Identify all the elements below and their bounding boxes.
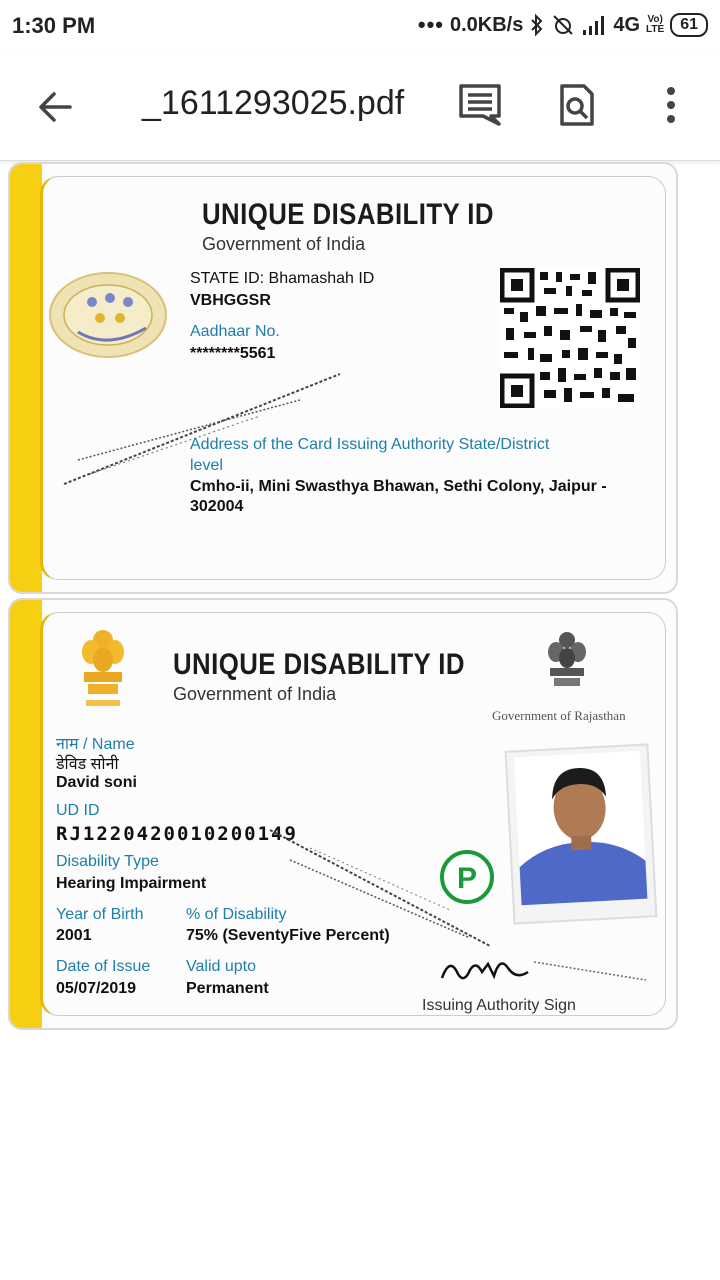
network-type: 4G	[613, 13, 641, 36]
issuing-authority-sign-label: Issuing Authority Sign	[422, 997, 576, 1014]
date-of-issue-value: 05/07/2019	[56, 980, 137, 997]
year-of-birth-label: Year of Birth	[56, 906, 144, 923]
disability-type-label: Disability Type	[56, 853, 159, 870]
card-stripe	[10, 600, 42, 1028]
card-subtitle: Government of India	[202, 234, 366, 254]
card-subtitle: Government of India	[173, 684, 337, 704]
state-id-value: VBHGGSR	[190, 292, 271, 309]
status-bar	[0, 0, 720, 52]
authority-signature	[436, 950, 536, 990]
address-value: Cmho-ii, Mini Swasthya Bhawan, Sethi Colony, Jaipur -	[190, 478, 607, 495]
back-arrow-icon[interactable]	[30, 82, 80, 132]
disability-type-value: Hearing Impairment	[56, 875, 207, 892]
more-vert-icon[interactable]	[648, 82, 694, 128]
document-title: _1611293025.pdf	[142, 84, 405, 122]
network-speed: 0.0KB/s	[449, 13, 524, 36]
disability-percent-value: 75% (SeventyFive Percent)	[186, 927, 390, 944]
national-emblem-icon	[76, 626, 130, 712]
disability-card-back	[8, 162, 678, 594]
app-toolbar	[0, 52, 720, 161]
valid-upto-value: Permanent	[186, 980, 269, 997]
card-stripe	[10, 164, 42, 592]
applicant-photo	[504, 742, 658, 928]
disability-card-front	[8, 598, 678, 1030]
address-label-cont: level	[190, 457, 223, 474]
status-icons	[418, 12, 708, 38]
volte-icon: Vo) LTE	[646, 14, 665, 35]
notification-dots: •••	[417, 12, 444, 37]
comment-icon[interactable]	[457, 82, 503, 128]
svg-text:P: P	[456, 862, 478, 895]
battery-icon: 61	[670, 13, 708, 37]
state-id-label: STATE ID: Bhamashah ID	[190, 270, 375, 287]
state-emblem-icon	[542, 630, 592, 694]
status-time: 1:30 PM	[12, 13, 96, 38]
official-stamp-lines	[250, 820, 510, 950]
address-label: Address of the Card Issuing Authority State/District	[190, 436, 550, 453]
hologram-seal-icon	[48, 270, 168, 360]
card-title: UNIQUE DISABILITY ID	[202, 198, 494, 231]
alarm-off-icon	[551, 13, 575, 37]
udid-label: UD ID	[56, 802, 100, 819]
sign-stamp-lines	[530, 956, 650, 984]
valid-upto-label: Valid upto	[186, 958, 256, 975]
address-pincode: 302004	[190, 498, 244, 515]
signal-icon	[581, 14, 607, 36]
date-of-issue-label: Date of Issue	[56, 958, 151, 975]
year-of-birth-value: 2001	[56, 927, 92, 944]
name-label: नाम / Name	[56, 736, 135, 753]
card-title: UNIQUE DISABILITY ID	[173, 648, 465, 681]
aadhaar-label: Aadhaar No.	[190, 323, 280, 340]
udid-value: RJ1220420010200149	[56, 823, 298, 845]
bluetooth-icon	[529, 13, 545, 37]
qr-code-icon	[500, 268, 640, 408]
aadhaar-value: ********5561	[190, 345, 276, 362]
name-value: David soni	[56, 774, 137, 791]
name-hindi: डेविड सोनी	[56, 756, 119, 773]
state-govt-label: Government of Rajasthan	[492, 708, 626, 723]
search-document-icon[interactable]	[554, 82, 600, 128]
disability-percent-label: % of Disability	[186, 906, 287, 923]
